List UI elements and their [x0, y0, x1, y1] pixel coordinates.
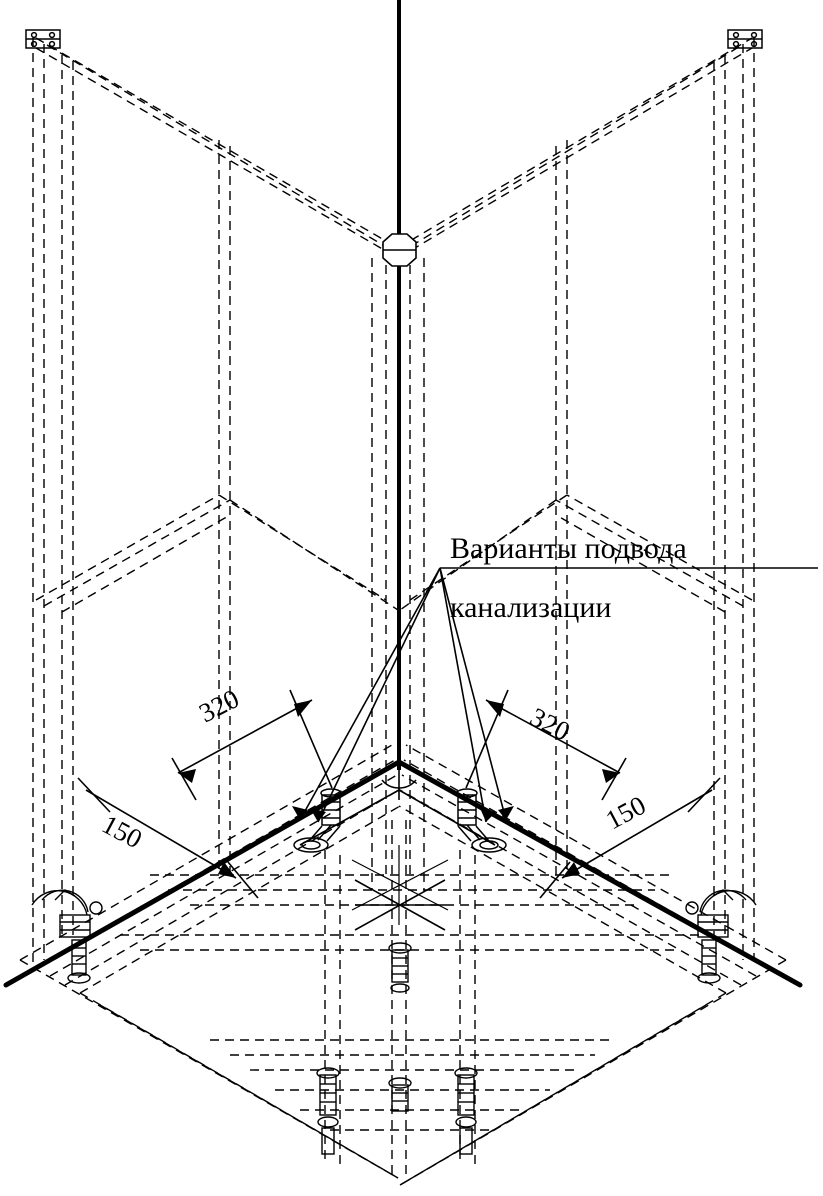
enclosure-hidden-lines	[20, 38, 786, 1185]
dimension-right-150-label: 150	[600, 789, 651, 836]
dimension-right-320-label: 320	[525, 701, 575, 747]
top-bracket-right	[728, 30, 762, 48]
dimension-left-320-arrows	[178, 700, 312, 783]
top-bracket-left	[26, 30, 60, 48]
annotation-line1: Варианты подвода	[450, 532, 687, 565]
center-joint	[383, 234, 416, 266]
annotation-line2: канализации	[450, 591, 612, 624]
front-fitting-center	[389, 943, 411, 992]
tray-main-edges	[6, 762, 800, 985]
dimension-left-320-label: 320	[194, 683, 244, 729]
dimension-left-150-label: 150	[97, 808, 148, 855]
center-crosshair	[352, 845, 448, 925]
